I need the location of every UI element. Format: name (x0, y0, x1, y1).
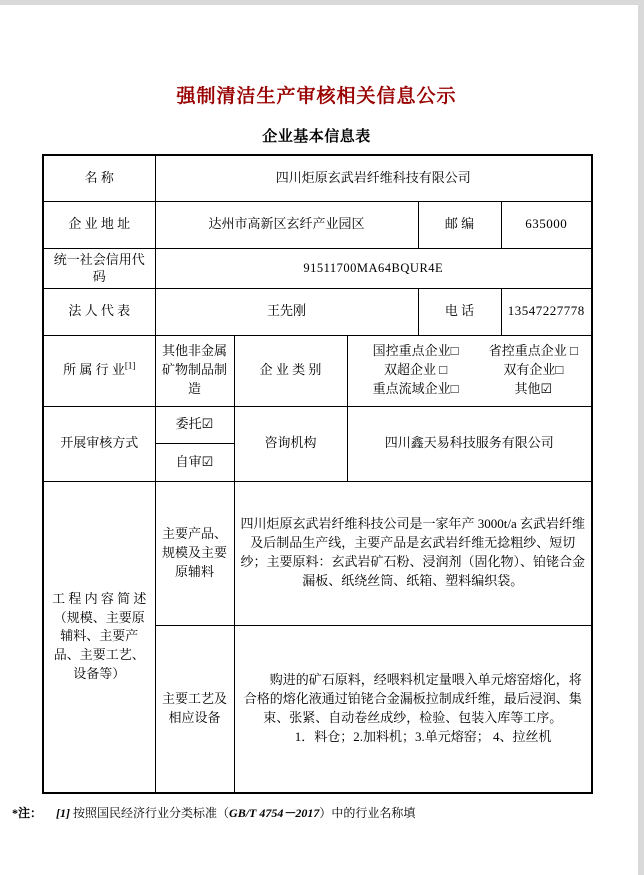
row-products (43, 481, 592, 625)
process-text-cell (234, 625, 592, 793)
enterprise-type-label: 企 业 类 别 (234, 335, 347, 406)
checkbox-option: 重点流域企业□ (372, 381, 459, 397)
consultant-label: 咨询机构 (234, 406, 347, 481)
checkbox-option-checked: 其他☑ (514, 381, 553, 397)
credit-code-label: 统一社会信用代码 (43, 248, 155, 288)
footnote-standard: GB/T 4754－2017 (229, 806, 320, 821)
document-content (12, 86, 591, 821)
address-value: 达州市高新区玄纤产业园区 (155, 201, 418, 248)
audit-self-option: 自审☑ (155, 443, 234, 481)
company-name-value: 四川炬原玄武岩纤维科技有限公司 (155, 155, 592, 201)
legal-rep-value: 王先刚 (155, 288, 418, 335)
table-subtitle: 企业基本信息表 (262, 128, 371, 145)
row-industry (43, 335, 592, 406)
row-audit-method-1 (43, 406, 592, 443)
checkbox-option: 双有企业□ (503, 362, 564, 378)
checkbox-option: 省控重点企业 □ (488, 343, 578, 359)
products-label: 主要产品、规模及主要原辅料 (155, 481, 234, 625)
industry-label (43, 335, 155, 406)
enterprise-type-options-row (352, 342, 588, 399)
project-summary-label: 工 程 内 容 简 述（规模、主要原辅料、主要产品、主要工艺、设备等） (43, 481, 155, 793)
credit-code-value: 91511700MA64BQUR4E (155, 248, 592, 288)
footnote-text-before: 按照国民经济行业分类标准（ (73, 806, 230, 821)
industry-label-text: 所 属 行 业 (63, 362, 125, 378)
enterprise-basic-info-table (42, 154, 593, 794)
checkbox-option: 双超企业 □ (383, 362, 448, 378)
company-name-label: 名 称 (43, 155, 155, 201)
enterprise-type-col2 (480, 342, 588, 399)
footnote-ref: [1] (56, 806, 71, 821)
footnote-prefix: *注： (12, 806, 43, 821)
legal-rep-label: 法 人 代 表 (43, 288, 155, 335)
phone-value: 13547227778 (501, 288, 592, 335)
phone-label: 电 话 (418, 288, 501, 335)
footnote-text-after: ）中的行业名称填 (319, 806, 416, 821)
row-legal-rep (43, 288, 592, 335)
industry-value: 其他非金属矿物制品制造 (155, 335, 234, 406)
page-title: 强制清洁生产审核相关信息公示 (176, 86, 457, 107)
row-name (43, 155, 592, 201)
audit-method-label: 开展审核方式 (43, 406, 155, 481)
checkbox-option: 国控重点企业□ (372, 343, 459, 359)
row-address (43, 201, 592, 248)
products-text: 四川炬原玄武岩纤维科技公司是一家年产 3000t/a 玄武岩纤维及后制品生产线，主要产品是玄武岩纤维无捻粗纱、短切纱；主要原料：玄武岩矿石粉、浸润剂（固化物）、铂铑合金漏板、纸绕丝筒、纸箱、塑料编织袋。 (234, 481, 592, 625)
document-page (0, 5, 638, 875)
enterprise-type-col1 (352, 342, 480, 399)
enterprise-type-options (347, 335, 592, 406)
process-label: 主要工艺及相应设备 (155, 625, 234, 793)
row-credit-code (43, 248, 592, 288)
address-label: 企 业 地 址 (43, 201, 155, 248)
process-description: 购进的矿石原料，经喂料机定量喂入单元熔窑熔化，将合格的熔化液通过铂铑合金漏板拉制成纤维，最后浸润、集束、张紧、自动卷丝成纱，检验、包装入库等工序。 (243, 672, 582, 725)
consultant-value: 四川鑫天易科技服务有限公司 (347, 406, 592, 481)
footnote (12, 805, 591, 821)
postcode-value: 635000 (501, 201, 592, 248)
postcode-label: 邮 编 (418, 201, 501, 248)
audit-entrust-option: 委托☑ (155, 406, 234, 443)
industry-footnote-ref: [1] (124, 360, 136, 371)
process-equipment-list: 1．料仓；2.加料机；3.单元熔窑； 4、拉丝机 (294, 728, 552, 744)
